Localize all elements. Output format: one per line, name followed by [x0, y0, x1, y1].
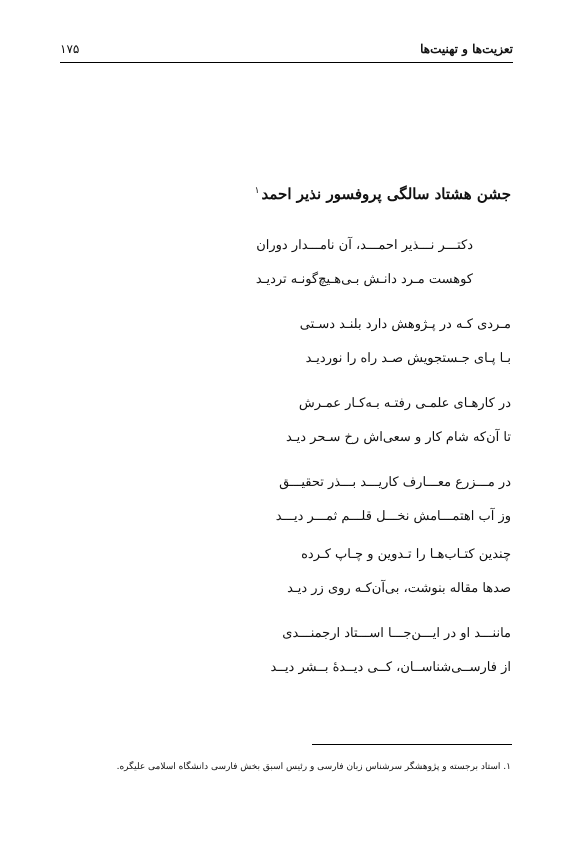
verse-line: بـا پـای جـستجویش صـد راه را نوردیـد	[305, 351, 511, 366]
verse-line: در مـــزرع معـــارف کاریـــد بـــذر تحقیـــق	[279, 475, 511, 490]
verse-line: ماننـــد او در ایـــن‌جـــا اســـتاد ارجمنـــدی	[282, 626, 511, 641]
footnote-divider	[312, 744, 512, 745]
verse-line: وز آب اهتمـــامش نخـــل قلـــم ثمـــر دیـــد	[275, 509, 511, 524]
verse-line: کوهست مـرد دانـش بـی‌هـیچ‌گونـه تردیـد	[255, 272, 473, 287]
footnote-marker: ۱	[254, 186, 260, 196]
verse-line: تا آن‌که شام کار و سعی‌اش رخ سـحر دیـد	[285, 430, 511, 445]
page-number: ۱۷۵	[60, 42, 80, 56]
running-header	[60, 36, 513, 63]
verse-line: مـردی کـه در پـژوهش دارد بلنـد دسـتی	[299, 317, 511, 332]
verse-line: دکتـــر نـــذیر احمـــد، آن نامـــدار دوران	[256, 238, 473, 253]
verse-line: چندین کتـاب‌هـا را تـدوین و چـاپ کـرده	[301, 547, 511, 562]
poem-title-text: جشن هشتاد سالگی پروفسور نذیر احمد	[261, 185, 511, 203]
poem-title	[255, 185, 511, 203]
verse-line: در کارهـای علمـی رفتـه بـه‌کـار عمـرش	[298, 396, 511, 411]
verse-line: صدها مقاله بنوشت، بی‌آن‌کـه روی زر دیـد	[287, 581, 511, 596]
running-title: تعزیت‌ها و تهنیت‌ها	[420, 42, 513, 56]
verse-line: از فارســی‌شناســان، کــی دیــدهٔ بــشر دیــد	[270, 660, 511, 675]
footnote: ۱. استاد برجسته و پژوهشگر سرشناس زبان فارسی و رئیس اسبق بخش فارسی دانشگاه اسلامی علیگره.	[116, 762, 511, 772]
